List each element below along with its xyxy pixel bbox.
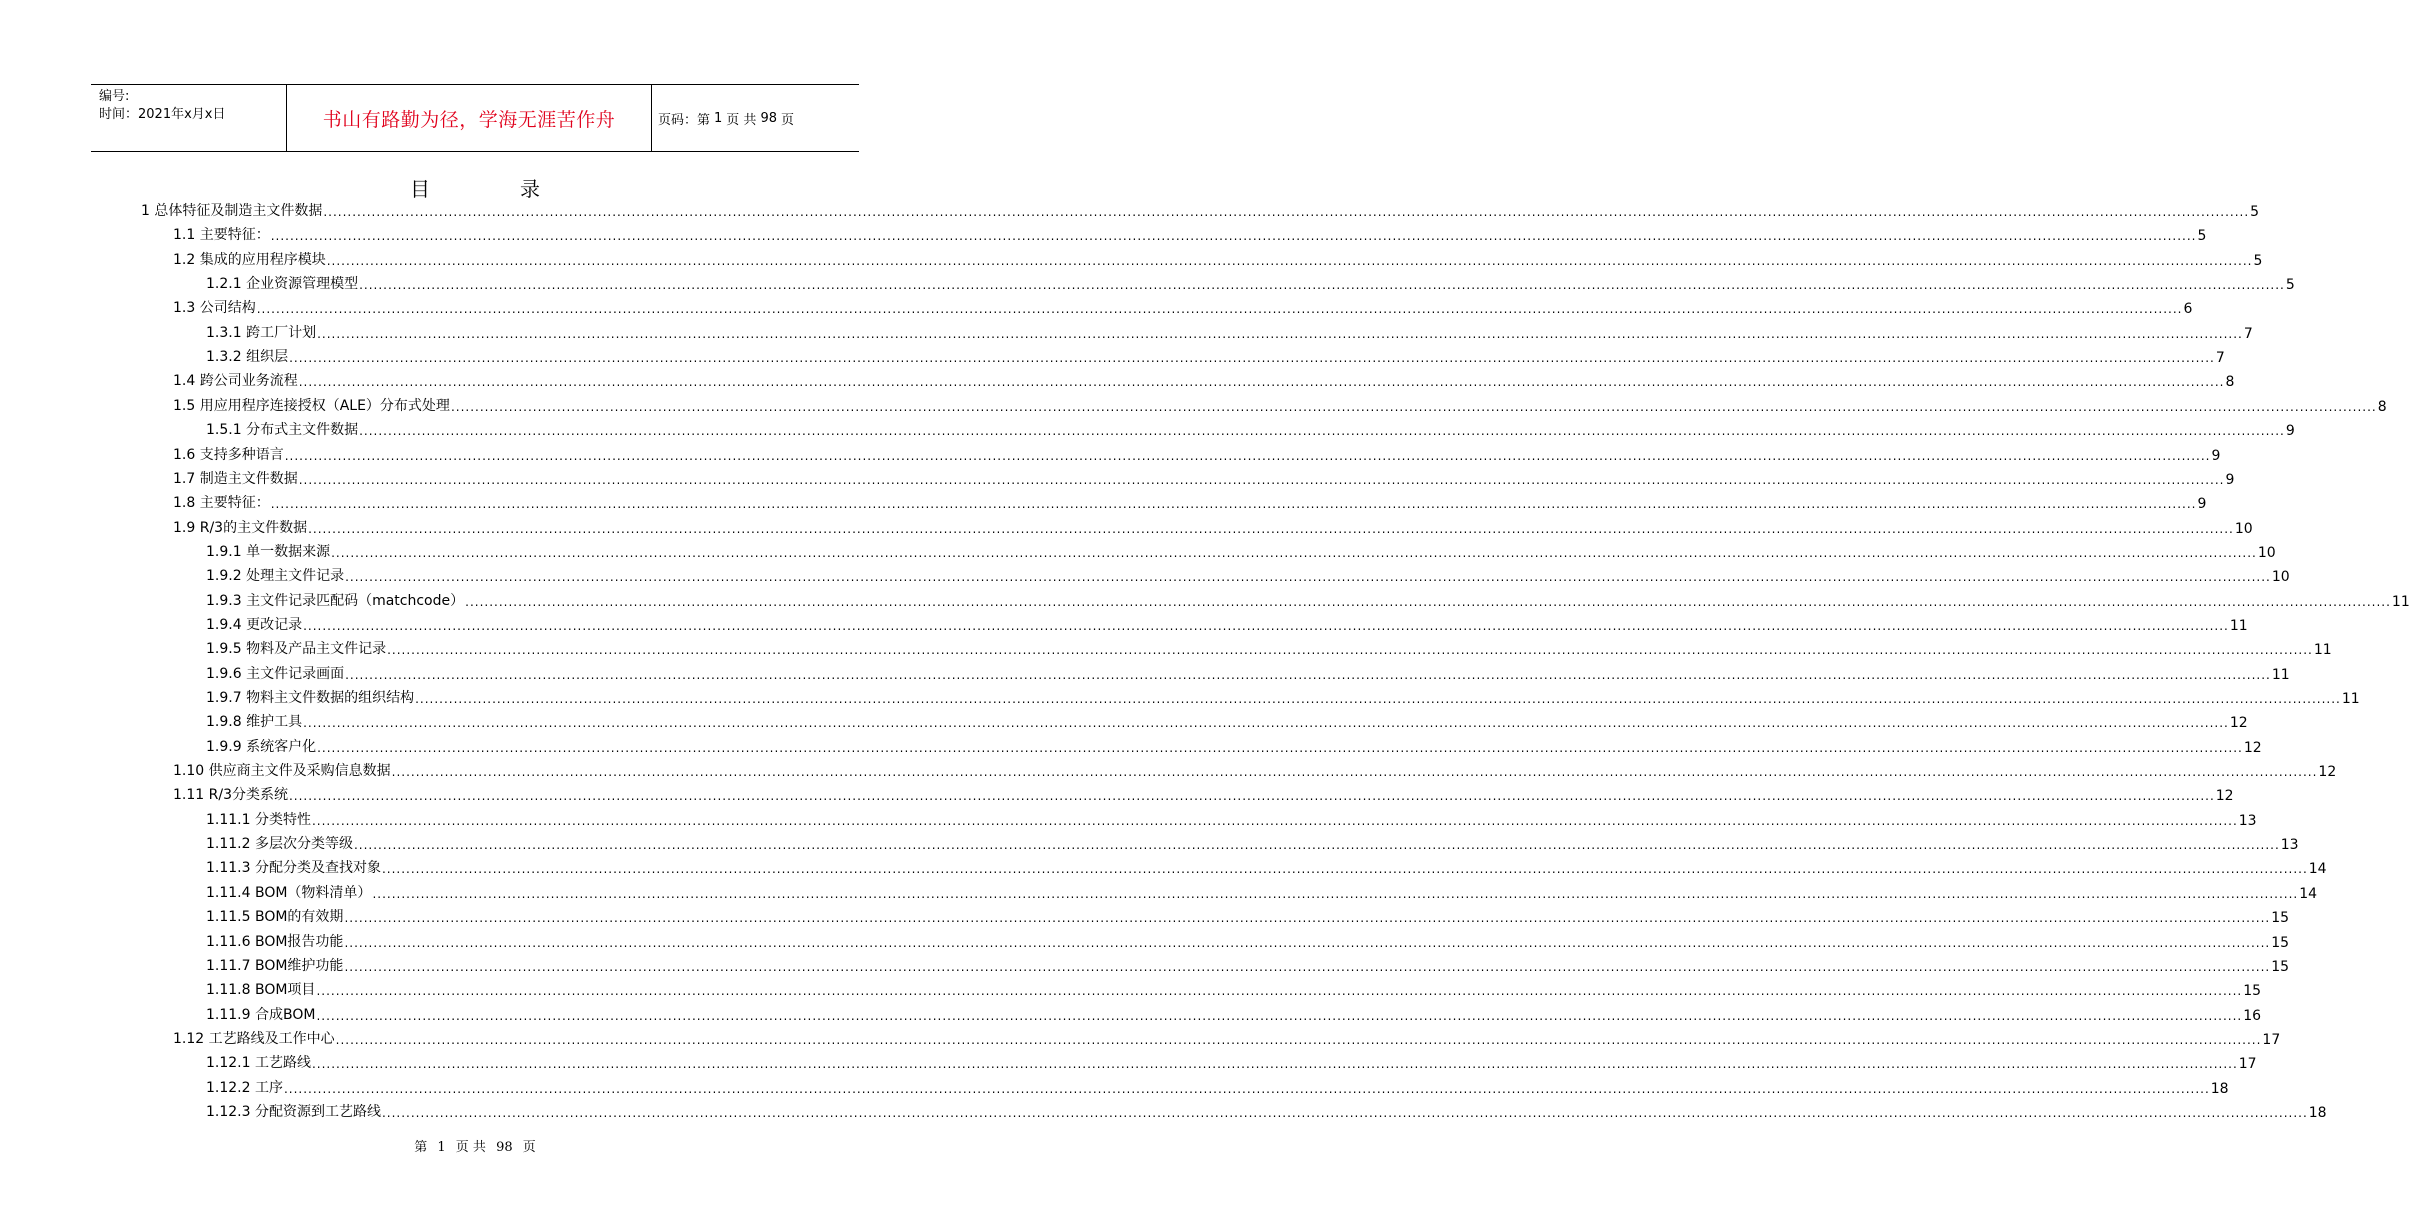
toc-leader-dots: ................................................................................................................................................................................................................................................................................................................................................................................................................ <box>298 375 2225 390</box>
toc-entry-page: 18 <box>2210 1080 2229 1097</box>
toc-entry[interactable] <box>206 612 2248 634</box>
toc-entry-page: 11 <box>2391 593 2410 610</box>
toc-entry-page: 7 <box>2243 325 2253 342</box>
toc-entry-label: 1 总体特征及制造主文件数据 <box>141 203 323 219</box>
header-meta <box>91 85 286 151</box>
toc-entry-page: 11 <box>2341 691 2360 707</box>
toc-entry[interactable] <box>206 636 2332 659</box>
toc-entry[interactable] <box>206 271 2295 294</box>
toc-entry-label: 1.9.7 物料主文件数据的组织结构 <box>206 690 415 706</box>
toc-entry-page: 15 <box>2243 983 2262 1000</box>
toc-leader-dots: ................................................................................................................................................................................................................................................................................................................................................................................................................ <box>283 1081 2210 1096</box>
toc-entry-label: 1.11.6 BOM报告功能 <box>206 933 344 950</box>
toc-entry[interactable] <box>206 1002 2262 1024</box>
toc-entry-page: 10 <box>2257 544 2276 561</box>
time-label: 时间：2021年x月x日 <box>99 107 226 122</box>
footer-total: 98 <box>496 1140 513 1155</box>
toc-entry[interactable] <box>206 320 2253 342</box>
toc-leader-dots: ................................................................................................................................................................................................................................................................................................................................................................................................................ <box>317 326 2243 341</box>
page-footer <box>0 1136 950 1155</box>
toc-entry[interactable] <box>206 344 2225 367</box>
toc-entry-page: 13 <box>2280 837 2299 854</box>
toc-leader-dots: ................................................................................................................................................................................................................................................................................................................................................................................................................ <box>284 448 2211 463</box>
toc-entry[interactable] <box>206 661 2290 683</box>
page-number: 1 <box>714 110 723 126</box>
toc-entry[interactable] <box>206 563 2290 586</box>
toc-entry-page: 5 <box>2285 277 2295 294</box>
toc-entry-label: 1.10 供应商主文件及采购信息数据 <box>173 763 391 780</box>
toc-entry-label: 1.9.3 主文件记录匹配码（matchcode） <box>206 592 465 609</box>
toc-leader-dots: ................................................................................................................................................................................................................................................................................................................................................................................................................ <box>311 813 2238 828</box>
footer-suffix: 页 <box>522 1140 536 1155</box>
toc-entry-label: 1.11.3 分配分类及查找对象 <box>206 860 381 877</box>
toc-entry-label: 1.3.2 组织层 <box>206 349 289 366</box>
toc-entry-page: 9 <box>2197 496 2207 513</box>
toc-entry-page: 8 <box>2225 374 2235 391</box>
toc-leader-dots: ................................................................................................................................................................................................................................................................................................................................................................................................................ <box>303 716 2229 731</box>
toc-entry-page: 11 <box>2271 666 2290 683</box>
toc-entry[interactable] <box>173 295 2193 318</box>
toc-entry[interactable] <box>206 539 2276 561</box>
toc-entry-page: 12 <box>2229 715 2248 732</box>
toc-leader-dots: ................................................................................................................................................................................................................................................................................................................................................................................................................ <box>303 618 2229 633</box>
toc-leader-dots: ................................................................................................................................................................................................................................................................................................................................................................................................................ <box>345 570 2271 585</box>
toc-entry-page: 6 <box>2183 301 2193 318</box>
toc-entry[interactable] <box>173 490 2207 513</box>
toc-entry-page: 15 <box>2271 910 2290 927</box>
toc-entry-label: 1.11.8 BOM项目 <box>206 982 316 999</box>
toc-entry-page: 7 <box>2215 350 2225 367</box>
header-motto-cell <box>286 85 652 151</box>
toc-entry[interactable] <box>173 393 2387 415</box>
toc-entry-label: 1.6 支持多种语言 <box>173 446 284 463</box>
toc-leader-dots: ................................................................................................................................................................................................................................................................................................................................................................................................................ <box>465 594 2391 609</box>
toc-entry-page: 10 <box>2271 569 2290 586</box>
toc-leader-dots: ................................................................................................................................................................................................................................................................................................................................................................................................................ <box>372 886 2299 901</box>
toc-entry-page: 17 <box>2238 1056 2257 1073</box>
toc-entry-page: 9 <box>2225 471 2235 488</box>
toc-entry-label: 1.12 工艺路线及工作中心 <box>173 1030 335 1047</box>
toc-entry[interactable] <box>206 929 2290 951</box>
number-label: 编号: <box>99 89 130 104</box>
toc-entry-label: 1.12.1 工艺路线 <box>206 1055 311 1072</box>
toc-entry-page: 14 <box>2299 885 2318 902</box>
toc-entry-page: 15 <box>2271 934 2290 951</box>
toc-entry-label: 1.12.2 工序 <box>206 1079 283 1096</box>
toc-leader-dots: ................................................................................................................................................................................................................................................................................................................................................................................................................ <box>326 253 2253 268</box>
toc-entry-label: 1.8 主要特征： <box>173 495 270 512</box>
toc-entry[interactable] <box>173 247 2263 269</box>
toc-leader-dots: ................................................................................................................................................................................................................................................................................................................................................................................................................ <box>335 1032 2262 1047</box>
toc-entry-label: 1.11.7 BOM维护功能 <box>206 957 344 974</box>
toc-entry[interactable] <box>206 734 2262 756</box>
toc-leader-dots: ................................................................................................................................................................................................................................................................................................................................................................................................................ <box>415 692 2341 706</box>
toc-entry-page: 12 <box>2243 739 2262 756</box>
toc-leader-dots: ................................................................................................................................................................................................................................................................................................................................................................................................................ <box>270 497 2197 512</box>
page-end: 页 <box>780 112 794 128</box>
toc-entry[interactable] <box>206 685 2360 707</box>
header-page-info <box>650 85 859 151</box>
toc-leader-dots: ................................................................................................................................................................................................................................................................................................................................................................................................................ <box>381 862 2308 877</box>
toc-entry-label: 1.9.9 系统客户化 <box>206 738 317 755</box>
toc-entry-page: 12 <box>2318 764 2337 781</box>
toc-entry[interactable] <box>173 758 2337 781</box>
toc-entry-page: 8 <box>2377 398 2387 415</box>
toc-entry[interactable] <box>206 709 2248 732</box>
toc-entry-label: 1.5.1 分布式主文件数据 <box>206 422 359 439</box>
toc-entry-page: 14 <box>2308 861 2327 878</box>
toc-leader-dots: ................................................................................................................................................................................................................................................................................................................................................................................................................ <box>316 1008 2243 1023</box>
toc-entry-label: 1.9 R/3的主文件数据 <box>173 519 308 536</box>
toc-leader-dots: ................................................................................................................................................................................................................................................................................................................................................................................................................ <box>387 643 2313 658</box>
toc-leader-dots: ................................................................................................................................................................................................................................................................................................................................................................................................................ <box>289 351 2215 366</box>
toc-entry-page: 5 <box>2253 252 2263 269</box>
toc-entry-label: 1.9.1 单一数据来源 <box>206 543 331 560</box>
toc-leader-dots: ................................................................................................................................................................................................................................................................................................................................................................................................................ <box>345 667 2271 682</box>
toc-entry[interactable] <box>173 442 2221 464</box>
toc-entry-label: 1.9.8 维护工具 <box>206 714 303 731</box>
toc-entry-page: 9 <box>2285 423 2295 440</box>
toc-entry-page: 11 <box>2229 617 2248 634</box>
toc-entry[interactable] <box>173 782 2234 805</box>
toc-entry-page: 11 <box>2313 642 2332 659</box>
toc-leader-dots: ................................................................................................................................................................................................................................................................................................................................................................................................................ <box>316 984 2243 999</box>
toc-leader-dots: ................................................................................................................................................................................................................................................................................................................................................................................................................ <box>288 789 2215 804</box>
toc-entry[interactable] <box>173 368 2235 391</box>
toc-entry-page: 15 <box>2271 958 2290 975</box>
toc-leader-dots: ................................................................................................................................................................................................................................................................................................................................................................................................................ <box>359 278 2285 293</box>
toc-entry-label: 1.7 制造主文件数据 <box>173 470 298 487</box>
toc-entry-label: 1.11.9 合成BOM <box>206 1006 316 1023</box>
toc-entry[interactable] <box>206 880 2318 902</box>
toc-entry-label: 1.3.1 跨工厂计划 <box>206 324 317 341</box>
toc-entry-label: 1.2.1 企业资源管理模型 <box>206 276 359 293</box>
toc-entry-page: 16 <box>2243 1007 2262 1024</box>
toc-entry[interactable] <box>206 807 2257 829</box>
toc-entry-label: 1.11.5 BOM的有效期 <box>206 909 344 926</box>
toc-entry[interactable] <box>206 953 2290 975</box>
toc-entry[interactable] <box>206 588 2410 610</box>
toc-title-left: 目 <box>410 177 430 201</box>
page-header <box>91 84 859 152</box>
page-total: 98 <box>760 110 777 126</box>
toc-entry-page: 17 <box>2262 1031 2281 1048</box>
toc-entry[interactable] <box>206 1050 2257 1073</box>
footer-mid: 页 共 <box>455 1140 486 1155</box>
toc-entry[interactable] <box>173 466 2235 488</box>
toc-entry[interactable] <box>173 222 2207 245</box>
toc-leader-dots: ................................................................................................................................................................................................................................................................................................................................................................................................................ <box>308 521 2234 536</box>
toc-leader-dots: ................................................................................................................................................................................................................................................................................................................................................................................................................ <box>344 959 2271 974</box>
toc-entry-page: 10 <box>2234 520 2253 537</box>
footer-page: 1 <box>437 1140 446 1155</box>
toc-entry-page: 13 <box>2238 812 2257 829</box>
toc-entry[interactable] <box>173 1026 2281 1048</box>
toc-leader-dots: ................................................................................................................................................................................................................................................................................................................................................................................................................ <box>270 229 2197 244</box>
toc-entry-page: 9 <box>2211 447 2221 464</box>
toc-entry-label: 1.5 用应用程序连接授权（ALE）分布式处理 <box>173 397 450 414</box>
toc-entry-label: 1.1 主要特征： <box>173 227 270 244</box>
toc-leader-dots: ................................................................................................................................................................................................................................................................................................................................................................................................................ <box>344 911 2271 926</box>
toc-leader-dots: ................................................................................................................................................................................................................................................................................................................................................................................................................ <box>344 935 2271 950</box>
toc-title-right: 录 <box>520 177 540 201</box>
toc-leader-dots: ................................................................................................................................................................................................................................................................................................................................................................................................................ <box>331 545 2257 560</box>
toc-entry-label: 1.3 公司结构 <box>173 300 256 317</box>
toc-leader-dots: ................................................................................................................................................................................................................................................................................................................................................................................................................ <box>450 399 2377 414</box>
header-motto: 书山有路勤为径，学海无涯苦作舟 <box>322 108 616 131</box>
toc-entry-label: 1.9.2 处理主文件记录 <box>206 568 345 585</box>
toc-entry-label: 1.11.2 多层次分类等级 <box>206 836 353 853</box>
toc-entry-label: 1.12.3 分配资源到工艺路线 <box>206 1103 381 1120</box>
toc-entry[interactable] <box>173 515 2253 537</box>
toc-leader-dots: ................................................................................................................................................................................................................................................................................................................................................................................................................ <box>298 472 2225 487</box>
toc-entry-label: 1.11.1 分类特性 <box>206 811 311 828</box>
toc-leader-dots: ................................................................................................................................................................................................................................................................................................................................................................................................................ <box>359 424 2285 439</box>
toc-leader-dots: ................................................................................................................................................................................................................................................................................................................................................................................................................ <box>391 765 2318 780</box>
toc-entry-label: 1.9.6 主文件记录画面 <box>206 665 345 682</box>
toc-leader-dots: ................................................................................................................................................................................................................................................................................................................................................................................................................ <box>353 838 2280 853</box>
toc-entry-label: 1.4 跨公司业务流程 <box>173 373 298 390</box>
toc-entry[interactable] <box>206 831 2299 854</box>
toc-entry[interactable] <box>206 855 2327 878</box>
toc-entry-page: 5 <box>2197 228 2207 245</box>
toc-entry[interactable] <box>206 417 2295 440</box>
toc-entry[interactable] <box>206 1075 2229 1097</box>
toc-leader-dots: ................................................................................................................................................................................................................................................................................................................................................................................................................ <box>323 205 2250 219</box>
toc-entry[interactable] <box>206 904 2290 927</box>
toc-entry[interactable] <box>206 977 2262 1000</box>
toc-entry[interactable] <box>206 1099 2327 1121</box>
toc-entry-page: 12 <box>2215 788 2234 805</box>
toc-leader-dots: ................................................................................................................................................................................................................................................................................................................................................................................................................ <box>317 740 2243 755</box>
toc-entry-page: 5 <box>2250 204 2260 220</box>
toc-entry-label: 1.9.5 物料及产品主文件记录 <box>206 641 387 658</box>
toc-entry-label: 1.11 R/3分类系统 <box>173 787 288 804</box>
page-mid: 页 共 <box>726 112 757 128</box>
toc-leader-dots: ................................................................................................................................................................................................................................................................................................................................................................................................................ <box>381 1105 2308 1120</box>
page-label: 页码：第 <box>658 112 711 128</box>
toc-entry-page: 18 <box>2308 1104 2327 1121</box>
toc-entry-label: 1.9.4 更改记录 <box>206 616 303 633</box>
toc-leader-dots: ................................................................................................................................................................................................................................................................................................................................................................................................................ <box>311 1057 2238 1072</box>
toc-entry-label: 1.11.4 BOM（物料清单） <box>206 884 372 901</box>
toc-entry[interactable] <box>141 198 2260 220</box>
toc-entry-label: 1.2 集成的应用程序模块 <box>173 251 326 268</box>
footer-prefix: 第 <box>414 1140 428 1155</box>
toc-leader-dots: ................................................................................................................................................................................................................................................................................................................................................................................................................ <box>256 302 2183 317</box>
